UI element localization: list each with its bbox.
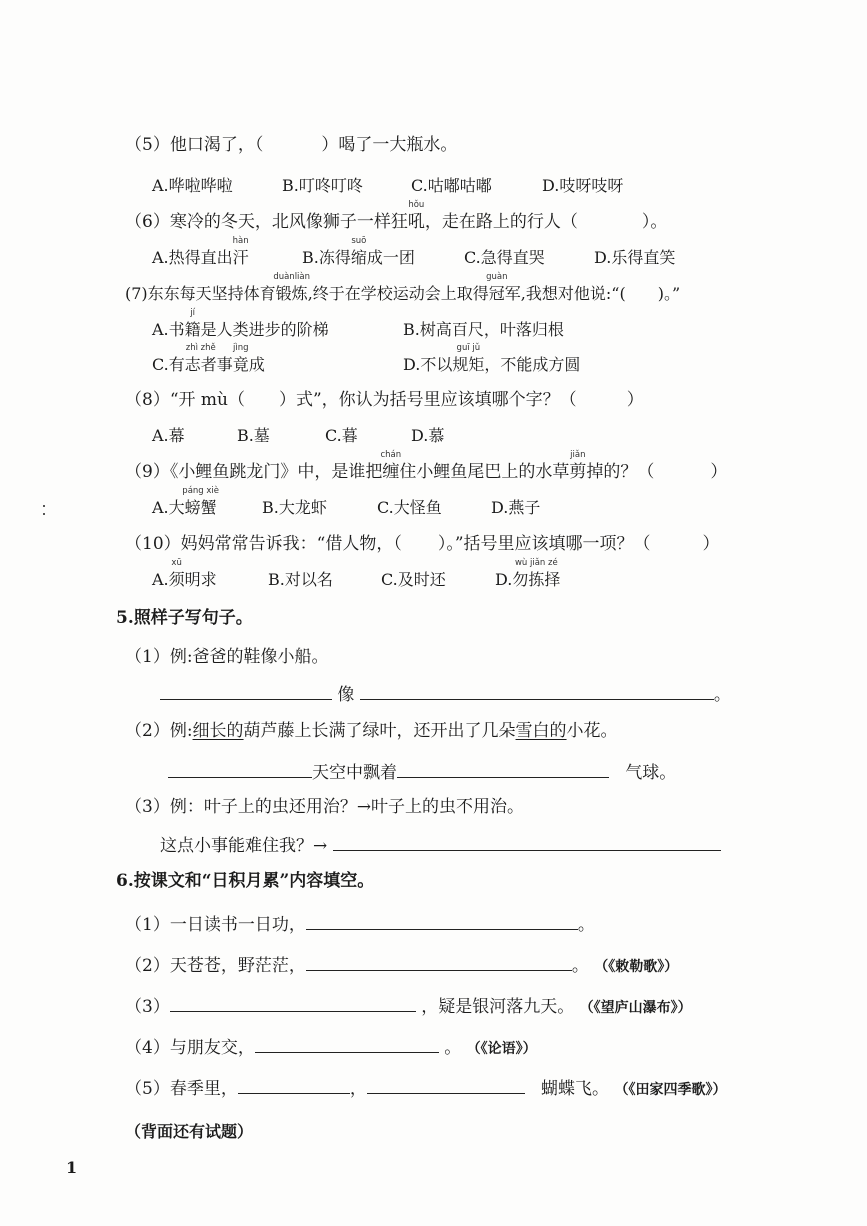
fill-text: 气球。 xyxy=(625,763,677,783)
annotated-char: 螃蟹 xyxy=(184,498,217,517)
pinyin-hou xyxy=(407,200,425,233)
s5-example-3: （3）例：叶子上的虫还用治？→叶子上的虫不用治。 xyxy=(125,797,525,817)
pinyin-annotation: wù jiǎn zé xyxy=(514,558,558,568)
q5-option-c: C.咕嘟咕嘟 xyxy=(411,176,492,195)
pinyin-annotation: zhì zhě xyxy=(185,343,216,353)
pinyin-suo xyxy=(350,236,367,269)
annotated-char: 锻炼 xyxy=(275,284,308,303)
pinyin-annotation: jiǎn xyxy=(570,450,586,460)
s6-line-4 xyxy=(125,1034,537,1060)
pinyin-annotation: jí xyxy=(190,308,196,318)
answer-blank[interactable] xyxy=(160,681,332,700)
option-text: D. xyxy=(495,570,513,589)
q7-option-d xyxy=(403,343,581,376)
pinyin-zhizhe xyxy=(184,343,217,376)
section-6-title: 6.按课文和“日积月累”内容填空。 xyxy=(116,871,375,891)
annotated-char: 缩 xyxy=(350,248,367,267)
fill-text: ， xyxy=(349,1079,367,1099)
pinyin-chan xyxy=(380,450,402,483)
q8-option-a: A.幕 xyxy=(152,426,185,445)
q10-option-b: B.对以名 xyxy=(268,570,333,589)
option-text: D.不以 xyxy=(403,355,453,374)
fill-text: 。 xyxy=(444,1038,462,1058)
answer-blank[interactable] xyxy=(238,1075,350,1094)
question-8 xyxy=(125,389,644,411)
option-text: A.大 xyxy=(152,498,185,517)
option-text: 成一团 xyxy=(366,248,415,267)
option-text: 是人类进步的阶梯 xyxy=(200,320,329,339)
pinyin-guiju xyxy=(452,343,485,376)
fill-text: （3） xyxy=(125,997,170,1017)
annotated-char: 缠 xyxy=(382,462,400,482)
fill-text: ，疑是银河落九天。 xyxy=(421,997,575,1017)
option-text: C.有 xyxy=(152,355,185,374)
fill-text: （2）天苍苍，野茫茫， xyxy=(125,956,306,976)
q8-option-d: D.慕 xyxy=(411,426,445,445)
q6-option-c: C.急得直哭 xyxy=(464,248,545,267)
q9-option-a xyxy=(152,486,220,519)
annotated-char: 冠 xyxy=(488,284,505,303)
s5-fill-1 xyxy=(160,681,731,706)
question-5-stem: （5）他口渴了，（ xyxy=(125,135,264,155)
question-5-stem-end: ）喝了一大瓶水。 xyxy=(321,135,458,155)
fill-text: 。 xyxy=(571,956,589,976)
answer-blank[interactable] xyxy=(255,1034,439,1053)
s6-line-3 xyxy=(125,993,692,1019)
question-7 xyxy=(125,272,681,305)
fill-text: 像 xyxy=(337,685,355,705)
question-9-stem: （9）《小鲤鱼跳龙门》中，是谁把 xyxy=(125,462,383,482)
answer-blank[interactable] xyxy=(367,1075,525,1094)
fill-text: 蝴蝶飞。 xyxy=(541,1079,610,1099)
example-text: （2）例: xyxy=(125,721,193,741)
pinyin-jian xyxy=(569,450,587,483)
s6-line-1 xyxy=(125,911,595,936)
q10-option-d xyxy=(495,558,561,591)
annotated-char: 规矩 xyxy=(452,355,485,374)
q6-option-a xyxy=(152,236,249,269)
question-9 xyxy=(125,450,728,483)
pinyin-annotation: jìng xyxy=(233,343,249,353)
answer-blank[interactable] xyxy=(168,759,312,778)
answer-blank[interactable] xyxy=(306,911,578,930)
annotated-char: 剪 xyxy=(569,462,587,482)
annotated-char: 志者 xyxy=(184,355,217,374)
annotated-char: 竟 xyxy=(232,355,249,374)
q9-option-d: D.燕子 xyxy=(491,498,541,517)
s6-line-2 xyxy=(125,952,678,978)
q8-option-b: B.墓 xyxy=(237,426,270,445)
question-7-stem-mid: ,终于在学校运动会上取得 xyxy=(307,284,489,303)
pinyin-han xyxy=(232,236,249,269)
answer-blank[interactable] xyxy=(170,993,416,1012)
fill-text: （4）与朋友交， xyxy=(125,1038,255,1058)
answer-blank[interactable] xyxy=(306,952,572,971)
pinyin-annotation: hàn xyxy=(232,236,249,246)
annotated-char: 须 xyxy=(168,570,185,589)
pinyin-duanlian xyxy=(273,272,311,305)
page-number: 1 xyxy=(66,1158,78,1177)
pinyin-jing xyxy=(232,343,249,376)
question-7-stem-end: 军,我想对他说:“( )。” xyxy=(504,284,681,303)
annotated-char: 吼 xyxy=(407,212,425,232)
example-text: 小花。 xyxy=(566,721,618,741)
annotated-char: 汗 xyxy=(232,248,249,267)
question-7-stem: (7)东东每天坚持体育 xyxy=(125,284,276,303)
question-10-stem-mid: ）。”括号里应该填哪一项？（ xyxy=(437,534,651,554)
source-note: （《望庐山瀑布》） xyxy=(579,1000,692,1016)
s5-example-1: （1）例:爸爸的鞋像小船。 xyxy=(125,647,329,667)
pinyin-annotation: páng xiè xyxy=(182,486,220,496)
answer-blank[interactable] xyxy=(333,832,721,851)
pinyin-annotation: duànliàn xyxy=(273,272,311,282)
answer-blank[interactable] xyxy=(360,681,714,700)
underlined-text: 细长的 xyxy=(192,721,244,741)
q6-option-b xyxy=(302,236,415,269)
question-9-stem-end: 掉的？（ xyxy=(586,462,655,482)
question-9-stem-mid: 住小鲤鱼尾巴上的水草 xyxy=(399,462,570,482)
answer-blank[interactable] xyxy=(397,759,609,778)
q6-option-d: D.乐得直笑 xyxy=(594,248,676,267)
q10-option-c: C.及时还 xyxy=(381,570,446,589)
scan-specks xyxy=(43,505,47,525)
question-6-stem-mid: ，走在路上的行人（ xyxy=(424,212,578,232)
question-5 xyxy=(125,134,457,156)
q7-option-b: B.树高百尺，叶落归根 xyxy=(403,320,564,339)
question-8-stem-end: ） xyxy=(626,390,644,410)
question-10-stem: （10）妈妈常常告诉我：“借人物，（ xyxy=(125,534,402,554)
option-text: A.热得直出 xyxy=(152,248,233,267)
question-6-stem-end: ）。 xyxy=(641,212,668,232)
q5-option-a: A.哗啦哗啦 xyxy=(152,176,233,195)
pinyin-annotation: xū xyxy=(171,558,182,568)
pinyin-xu xyxy=(168,558,185,591)
q5-option-d: D.吱呀吱呀 xyxy=(542,176,624,195)
fill-text: 。 xyxy=(577,915,595,935)
question-10 xyxy=(125,533,720,555)
fill-text: 这点小事能难住我？→ xyxy=(160,836,328,856)
s5-fill-3 xyxy=(160,832,721,857)
option-text: 明求 xyxy=(184,570,217,589)
pinyin-annotation: guī jǔ xyxy=(456,343,481,353)
annotated-char: 籍 xyxy=(184,320,201,339)
pinyin-annotation: guàn xyxy=(486,272,508,282)
s5-fill-2 xyxy=(168,759,676,784)
question-8-stem-mid: ）式”，你认为括号里应该填哪个字？（ xyxy=(278,390,577,410)
annotated-char: 勿拣择 xyxy=(512,570,561,589)
option-text: 事 xyxy=(216,355,233,374)
pinyin-annotation: suō xyxy=(351,236,367,246)
q7-option-a xyxy=(152,308,329,341)
pinyin-pangxie xyxy=(182,486,220,519)
source-note: （《田家四季歌》） xyxy=(614,1082,727,1098)
q9-option-b: B.大龙虾 xyxy=(262,498,327,517)
question-6 xyxy=(125,200,668,233)
back-page-note: （背面还有试题） xyxy=(125,1122,254,1141)
q9-option-c: C.大怪鱼 xyxy=(377,498,442,517)
fill-text: 。 xyxy=(713,685,731,705)
option-text: A. xyxy=(152,570,169,589)
s6-line-5 xyxy=(125,1075,726,1101)
option-text: B.冻得 xyxy=(302,248,351,267)
pinyin-guan xyxy=(486,272,508,305)
s5-example-2 xyxy=(125,720,618,742)
pinyin-annotation: hǒu xyxy=(408,200,425,210)
q5-option-b: B.叮咚叮咚 xyxy=(282,176,363,195)
pinyin-ji xyxy=(184,308,201,341)
question-10-stem-end: ） xyxy=(702,534,720,554)
underlined-text: 雪白的 xyxy=(515,721,567,741)
source-note: （《敕勒歌》） xyxy=(594,959,679,975)
fill-text: （5）春季里， xyxy=(125,1079,238,1099)
question-6-stem: （6）寒冷的冬天，北风像狮子一样狂 xyxy=(125,212,408,232)
pinyin-wujianze xyxy=(512,558,561,591)
section-5-title: 5.照样子写句子。 xyxy=(116,608,253,628)
fill-text: （1）一日读书一日功， xyxy=(125,915,306,935)
option-text: ，不能成方圆 xyxy=(484,355,581,374)
q10-option-a xyxy=(152,558,217,591)
question-8-stem: （8）“开 mù（ xyxy=(125,390,245,410)
option-text: A.书 xyxy=(152,320,185,339)
source-note: （《论语》） xyxy=(466,1041,537,1057)
pinyin-annotation: chán xyxy=(380,450,402,460)
q7-option-c xyxy=(152,343,265,376)
fill-text: 天空中飘着 xyxy=(312,763,397,783)
question-9-stem-close: ） xyxy=(710,462,728,482)
q8-option-c: C.暮 xyxy=(325,426,358,445)
example-text: 葫芦藤上长满了绿叶，还开出了几朵 xyxy=(243,721,516,741)
option-text: 成 xyxy=(248,355,265,374)
